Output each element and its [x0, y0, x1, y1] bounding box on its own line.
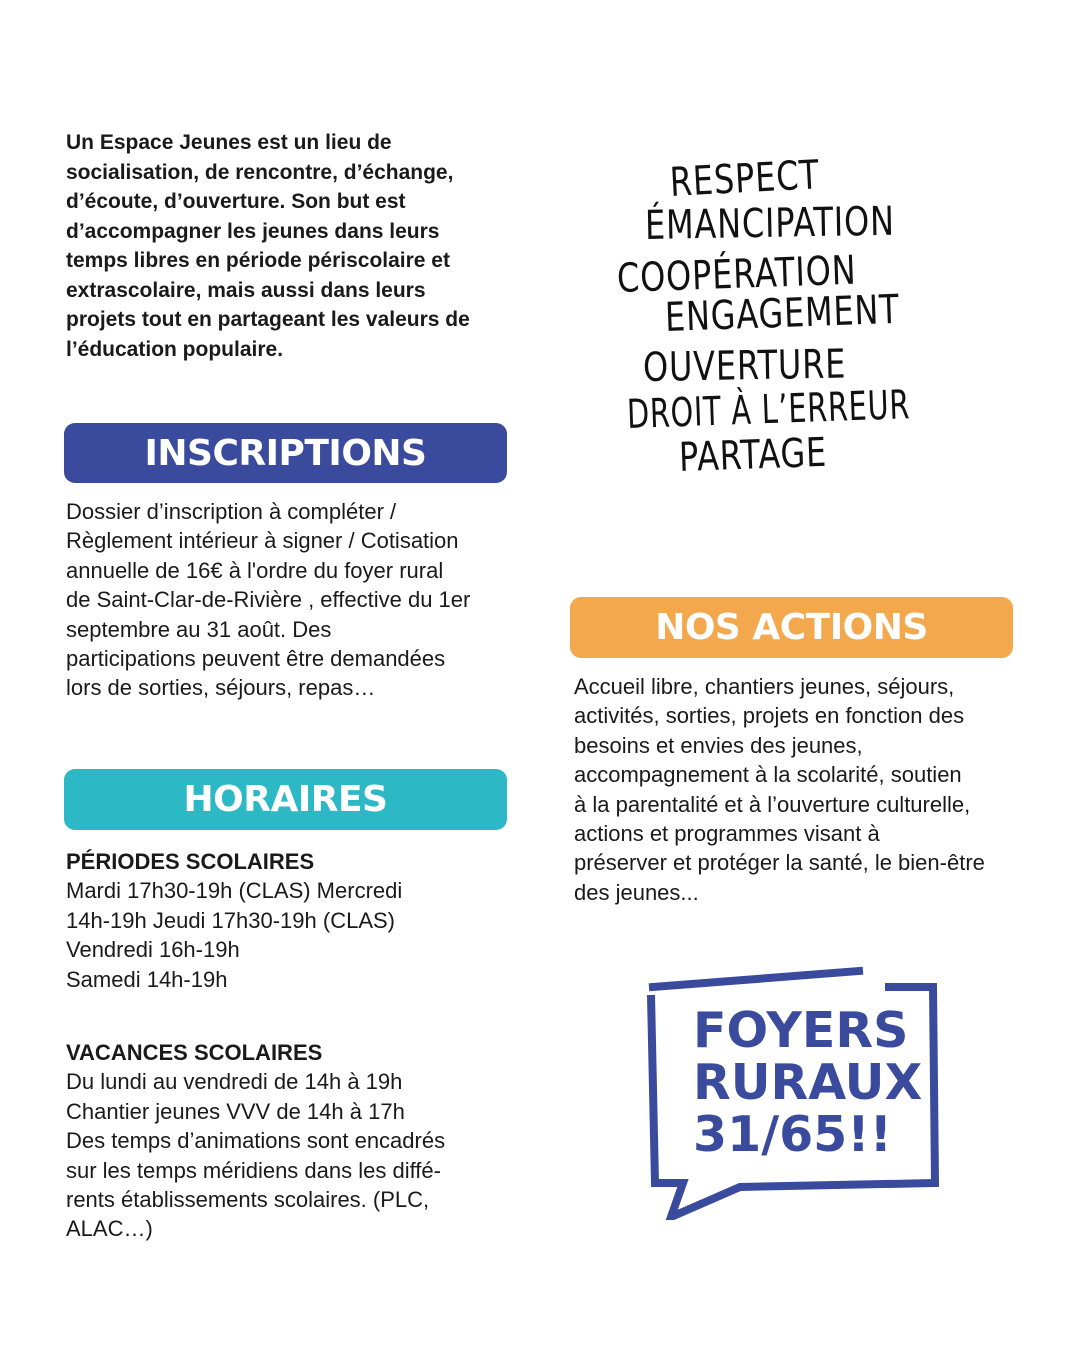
inscriptions-line: annuelle de 16€ à l'ordre du foyer rural [66, 557, 444, 583]
intro-paragraph [66, 128, 521, 364]
inscriptions-heading: INSCRIPTIONS [64, 423, 507, 483]
value-ouverture: OUVERTURE [642, 341, 847, 391]
inscriptions-line: de Saint-Clar-de-Rivière , effective du 1er [66, 587, 471, 613]
periodes-line: Vendredi 16h-19h [66, 937, 240, 963]
value-emancipation: ÉMANCIPATION [644, 198, 896, 249]
inscriptions-line: Règlement intérieur à signer / Cotisation [66, 528, 459, 554]
vacances-line: rents établissements scolaires. (PLC, [66, 1187, 430, 1213]
value-respect: RESPECT [668, 152, 821, 206]
vacances-line: Du lundi au vendredi de 14h à 19h [66, 1069, 403, 1095]
value-engagement: ENGAGEMENT [664, 286, 901, 341]
actions-line: Accueil libre, chantiers jeunes, séjours, [574, 674, 955, 699]
periodes-scolaires-heading: PÉRIODES SCOLAIRES [66, 849, 315, 874]
horaires-heading: HORAIRES [64, 769, 507, 830]
actions-line: actions et programmes visant à [574, 821, 880, 847]
value-cooperation: COOPÉRATION [616, 247, 858, 302]
actions-line: activités, sorties, projets en fonction des [574, 703, 965, 729]
vacances-line: Des temps d’animations sont encadrés [66, 1128, 446, 1154]
vacances-line: sur les temps méridiens dans les diffé- [66, 1157, 441, 1183]
intro-line: Un Espace Jeunes est un lieu de [66, 131, 392, 154]
vacances-line: ALAC…) [66, 1216, 153, 1242]
inscriptions-line: Dossier d’inscription à compléter / [66, 499, 397, 524]
value-droit-a-lerreur: DROIT À L’ERREUR [626, 382, 911, 438]
inscriptions-line: septembre au 31 août. Des [66, 616, 332, 642]
actions-text [574, 672, 1029, 907]
actions-line: préserver et protéger la santé, le bien-être [574, 850, 985, 876]
intro-line: d’écoute, d’ouverture. Son but est [66, 190, 406, 213]
inscriptions-line: participations peuvent être demandées [66, 646, 446, 672]
intro-line: extrascolaire, mais aussi dans leurs [66, 278, 426, 302]
periodes-line: Samedi 14h-19h [66, 966, 228, 992]
intro-line: socialisation, de rencontre, d’échange, [66, 160, 454, 184]
intro-line: l’éducation populaire. [66, 337, 284, 361]
periodes-line: 14h-19h Jeudi 17h30-19h (CLAS) [66, 907, 396, 933]
vacances-scolaires-block [66, 1038, 506, 1244]
intro-line: projets tout en partageant les valeurs de [66, 308, 470, 331]
inscriptions-text [66, 497, 511, 703]
intro-line: temps libres en période périscolaire et [66, 249, 450, 272]
actions-line: des jeunes... [574, 879, 699, 905]
foyers-ruraux-logo [645, 965, 945, 1220]
actions-line: besoins et envies des jeunes, [574, 732, 863, 758]
intro-line: d’accompagner les jeunes dans leurs [66, 219, 440, 243]
logo-line: RURAUX [693, 1054, 923, 1111]
logo-line: 31/65!! [693, 1106, 892, 1163]
value-partage: PARTAGE [678, 429, 828, 481]
logo-text [693, 1002, 923, 1163]
periodes-line: Mardi 17h30-19h (CLAS) Mercredi [66, 878, 403, 904]
logo-line: FOYERS [693, 1002, 909, 1059]
inscriptions-line: lors de sorties, séjours, repas… [66, 675, 376, 701]
vacances-line: Chantier jeunes VVV de 14h à 17h [66, 1098, 405, 1124]
actions-line: accompagnement à la scolarité, soutien [574, 762, 962, 788]
actions-heading: NOS ACTIONS [570, 597, 1013, 658]
periodes-scolaires-block [66, 847, 506, 994]
vacances-scolaires-heading: VACANCES SCOLAIRES [66, 1040, 323, 1065]
actions-line: à la parentalité et à l’ouverture culturelle, [574, 791, 971, 817]
